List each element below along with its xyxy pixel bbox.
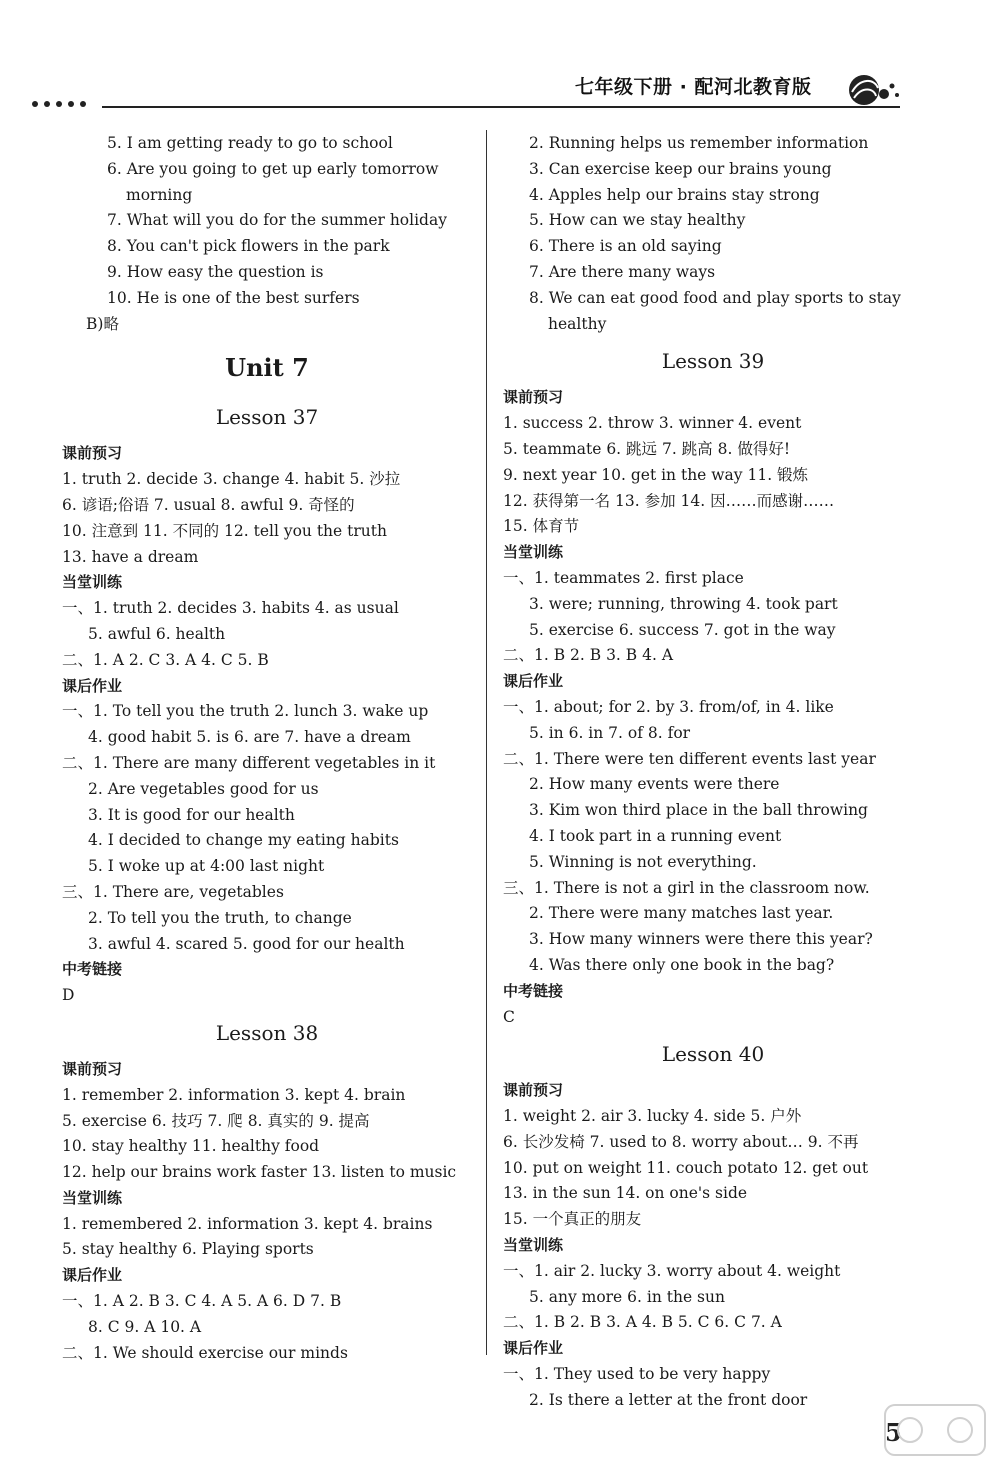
watermark-icon: [880, 1395, 990, 1465]
section-heading: 课前预习: [503, 388, 564, 407]
answer-line: 5. stay healthy 6. Playing sports: [62, 1240, 314, 1259]
answer-line: 一、1. air 2. lucky 3. worry about 4. weight: [503, 1261, 841, 1280]
answer-line: 5. teammate 6. 跳远 7. 跳高 8. 做得好!: [503, 439, 791, 458]
answer-line: 一、1. To tell you the truth 2. lunch 3. wake up: [62, 702, 429, 721]
answer-line: 10. 注意到 11. 不同的 12. tell you the truth: [62, 521, 387, 540]
answer-line: 一、1. teammates 2. first place: [503, 568, 744, 587]
header-title: 七年级下册 · 配河北教育版: [575, 76, 812, 98]
answer-line: 10. stay healthy 11. healthy food: [62, 1137, 320, 1156]
section-heading: 当堂训练: [62, 573, 123, 592]
answer-line: morning: [126, 185, 193, 204]
answer-line: 2. How many events were there: [529, 775, 780, 794]
section-heading: 课后作业: [62, 1266, 123, 1285]
answer-line: 1. remember 2. information 3. kept 4. brain: [62, 1085, 406, 1104]
answer-line: 4. I decided to change my eating habits: [88, 831, 399, 850]
answer-line: 一、1. A 2. B 3. C 4. A 5. A 6. D 7. B: [62, 1292, 342, 1311]
answer-line: healthy: [548, 314, 607, 333]
answer-line: 13. have a dream: [62, 547, 199, 566]
answer-line: 10. put on weight 11. couch potato 12. get out: [503, 1158, 869, 1177]
answer-line: 6. There is an old saying: [529, 237, 722, 256]
section-heading: 中考链接: [62, 960, 123, 979]
answer-line: 二、1. B 2. B 3. A 4. B 5. C 6. C 7. A: [503, 1313, 782, 1332]
answer-line: 二、1. There are many different vegetables in it: [62, 753, 436, 772]
answer-line: 三、1. There is not a girl in the classroom now.: [503, 878, 870, 897]
answer-line: 5. awful 6. health: [88, 624, 226, 643]
answer-line: 12. help our brains work faster 13. listen to music: [62, 1163, 457, 1182]
answer-line: 5. any more 6. in the sun: [529, 1287, 725, 1306]
section-heading: 当堂训练: [62, 1188, 123, 1207]
answer-line: 8. You can't pick flowers in the park: [107, 237, 390, 256]
answer-line: 1. truth 2. decide 3. change 4. habit 5. 沙拉: [62, 470, 401, 489]
page-number: 5: [885, 1418, 902, 1447]
answer-line: 3. awful 4. scared 5. good for our health: [88, 934, 405, 953]
left-column: [62, 131, 472, 1366]
answer-line: 二、1. A 2. C 3. A 4. C 5. B: [62, 650, 269, 669]
answer-line: B)略: [86, 314, 119, 333]
answer-line: 1. weight 2. air 3. lucky 4. side 5. 户外: [503, 1107, 802, 1126]
answer-line: 1. remembered 2. information 3. kept 4. brains: [62, 1214, 433, 1233]
answer-line: 6. Are you going to get up early tomorrow: [107, 159, 439, 178]
lesson-title: Lesson 37: [215, 405, 319, 430]
answer-line: 7. Are there many ways: [529, 262, 716, 281]
answer-line: 6. 长沙发椅 7. used to 8. worry about… 9. 不再: [503, 1132, 859, 1151]
answer-line: 2. There were many matches last year.: [529, 904, 834, 923]
section-heading: 课后作业: [62, 676, 123, 695]
lesson-title: Lesson 38: [215, 1020, 319, 1045]
answer-line: 12. 获得第一名 13. 参加 14. 因……而感谢……: [503, 491, 835, 510]
header-dots: [32, 101, 86, 107]
answer-line: 三、1. There are, vegetables: [62, 882, 284, 901]
answer-line: 二、1. We should exercise our minds: [62, 1343, 348, 1362]
answer-line: 3. Kim won third place in the ball throwing: [529, 801, 868, 820]
answer-line: 3. It is good for our health: [88, 805, 295, 824]
book-series-logo-icon: [846, 68, 902, 108]
answer-line: 4. good habit 5. is 6. are 7. have a dream: [88, 728, 411, 747]
section-heading: 中考链接: [503, 981, 564, 1000]
header-rule: [102, 106, 900, 108]
section-heading: 当堂训练: [503, 543, 564, 562]
answer-line: 6. 谚语;俗语 7. usual 8. awful 9. 奇怪的: [62, 495, 355, 514]
section-heading: 课前预习: [62, 444, 123, 463]
answer-line: 2. Is there a letter at the front door: [529, 1390, 808, 1409]
answer-line: 一、1. about; for 2. by 3. from/of, in 4. like: [503, 697, 834, 716]
answer-line: 1. success 2. throw 3. winner 4. event: [503, 414, 802, 433]
answer-line: 15. 体育节: [503, 517, 580, 536]
section-heading: 课前预习: [503, 1081, 564, 1100]
answer-line: 8. We can eat good food and play sports to stay: [529, 288, 901, 307]
answer-line: 4. Was there only one book in the bag?: [529, 955, 835, 974]
answer-line: 3. Can exercise keep our brains young: [529, 159, 832, 178]
lesson-title: Lesson 40: [661, 1042, 765, 1067]
answer-line: 5. exercise 6. 技巧 7. 爬 8. 真实的 9. 提高: [62, 1111, 370, 1130]
answer-line: 5. in 6. in 7. of 8. for: [529, 723, 691, 742]
column-divider: [486, 130, 487, 1355]
answer-line: 2. Running helps us remember information: [529, 134, 869, 152]
answer-line: 3. were; running, throwing 4. took part: [529, 594, 838, 613]
answer-line: 5. I woke up at 4:00 last night: [88, 857, 325, 876]
answer-line: 7. What will you do for the summer holiday: [107, 211, 447, 230]
section-heading: 课后作业: [503, 672, 564, 691]
answer-line: 10. He is one of the best surfers: [107, 288, 360, 307]
answer-line: 5. exercise 6. success 7. got in the way: [529, 620, 836, 639]
answer-line: 5. I am getting ready to go to school: [107, 134, 393, 152]
answer-line: 一、1. truth 2. decides 3. habits 4. as usual: [62, 599, 399, 618]
answer-line: 5. How can we stay healthy: [529, 211, 746, 230]
answer-line: 13. in the sun 14. on one's side: [503, 1184, 748, 1203]
section-heading: 当堂训练: [503, 1236, 564, 1255]
answer-line: 2. To tell you the truth, to change: [88, 908, 352, 927]
section-heading: 课后作业: [503, 1339, 564, 1358]
answer-line: 一、1. They used to be very happy: [503, 1365, 771, 1384]
answer-line: 二、1. There were ten different events last year: [503, 749, 876, 768]
answer-line: C: [503, 1007, 515, 1026]
answer-line: D: [62, 986, 75, 1005]
section-heading: 课前预习: [62, 1059, 123, 1078]
answer-line: 8. C 9. A 10. A: [88, 1317, 202, 1336]
answer-line: 二、1. B 2. B 3. B 4. A: [503, 646, 674, 665]
answer-line: 5. Winning is not everything.: [529, 852, 757, 871]
answer-line: 15. 一个真正的朋友: [503, 1210, 642, 1229]
answer-line: 4. I took part in a running event: [529, 826, 782, 845]
unit-title: Unit 7: [225, 353, 309, 383]
answer-line: 4. Apples help our brains stay strong: [529, 185, 820, 204]
answer-line: 3. How many winners were there this year?: [529, 930, 873, 949]
lesson-title: Lesson 39: [661, 349, 765, 374]
right-column: [503, 131, 923, 1414]
answer-line: 2. Are vegetables good for us: [88, 779, 319, 798]
answer-line: 9. next year 10. get in the way 11. 锻炼: [503, 465, 809, 484]
answer-line: 9. How easy the question is: [107, 262, 324, 281]
